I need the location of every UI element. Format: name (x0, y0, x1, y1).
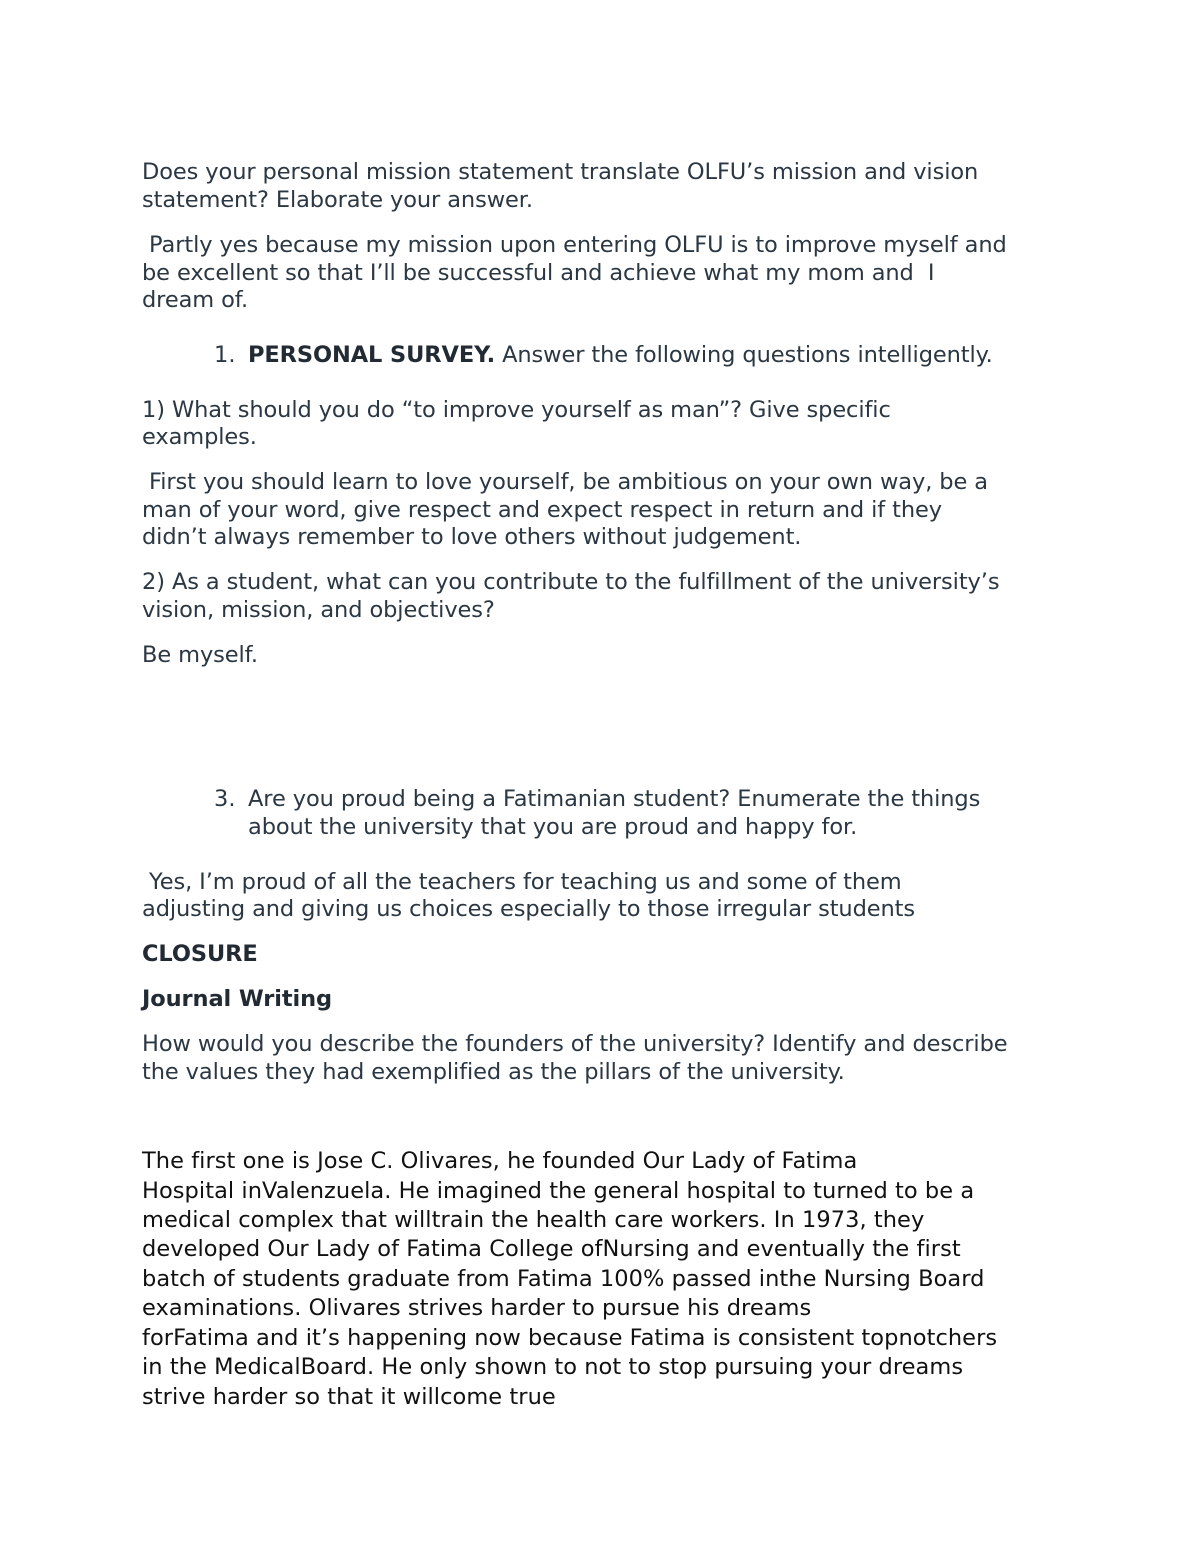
answer-1-line-2: man of your word, give respect and expect respect in return and if they (142, 497, 943, 523)
mission-answer-line-3: dream of. (142, 287, 249, 313)
answer-1-line-3: didn’t always remember to love others without judgement. (142, 524, 802, 550)
journal-answer-line-7: forFatima and it’s happening now because Fatima is consistent topnotchers (142, 1325, 998, 1351)
journal-answer-line-4: developed Our Lady of Fatima College ofNursing and eventually the first (142, 1236, 961, 1262)
mission-question-line-2: statement? Elaborate your answer. (142, 187, 533, 213)
item-3-line-1: Are you proud being a Fatimanian student? Enumerate the things (248, 786, 981, 812)
mission-answer-line-1: Partly yes because my mission upon entering OLFU is to improve myself and (142, 232, 1007, 258)
answer-3-line-1: Yes, I’m proud of all the teachers for teaching us and some of them (142, 869, 902, 895)
mission-question-line-1: Does your personal mission statement translate OLFU’s mission and vision (142, 159, 979, 185)
journal-answer-line-1: The first one is Jose C. Olivares, he founded Our Lady of Fatima (142, 1148, 858, 1174)
survey-item-line (248, 341, 993, 369)
question-1-line-1: 1) What should you do “to improve yourself as man”? Give specific (142, 397, 891, 423)
journal-question-line-2: the values they had exemplified as the pillars of the university. (142, 1059, 845, 1085)
answer-1-line-1: First you should learn to love yourself, be ambitious on your own way, be a (142, 469, 988, 495)
journal-answer-line-6: examinations. Olivares strives harder to pursue his dreams (142, 1295, 812, 1321)
journal-answer-line-9: strive harder so that it willcome true (142, 1384, 556, 1410)
journal-heading: Journal Writing (142, 986, 333, 1012)
journal-answer-line-5: batch of students graduate from Fatima 100% passed inthe Nursing Board (142, 1266, 985, 1292)
survey-instruction: Answer the following questions intelligently. (495, 342, 993, 368)
item-3-number: 3. (214, 786, 236, 812)
mission-answer-line-2: be excellent so that I’ll be successful and achieve what my mom and I (142, 260, 935, 286)
survey-item-number: 1. (214, 342, 236, 368)
item-3-line-2: about the university that you are proud and happy for. (248, 814, 858, 840)
closure-heading: CLOSURE (142, 941, 258, 967)
journal-answer-line-2: Hospital inValenzuela. He imagined the general hospital to turned to be a (142, 1178, 975, 1204)
answer-3-line-2: adjusting and giving us choices especially to those irregular students (142, 896, 916, 922)
journal-answer-line-3: medical complex that willtrain the health care workers. In 1973, they (142, 1207, 925, 1233)
journal-question-line-1: How would you describe the founders of the university? Identify and describe (142, 1031, 1008, 1057)
answer-2: Be myself. (142, 642, 258, 668)
question-2-line-1: 2) As a student, what can you contribute to the fulfillment of the university’s (142, 569, 1000, 595)
question-2-line-2: vision, mission, and objectives? (142, 597, 495, 623)
survey-heading: PERSONAL SURVEY. (248, 342, 496, 368)
question-1-line-2: examples. (142, 424, 257, 450)
journal-answer-line-8: in the MedicalBoard. He only shown to not to stop pursuing your dreams (142, 1354, 964, 1380)
